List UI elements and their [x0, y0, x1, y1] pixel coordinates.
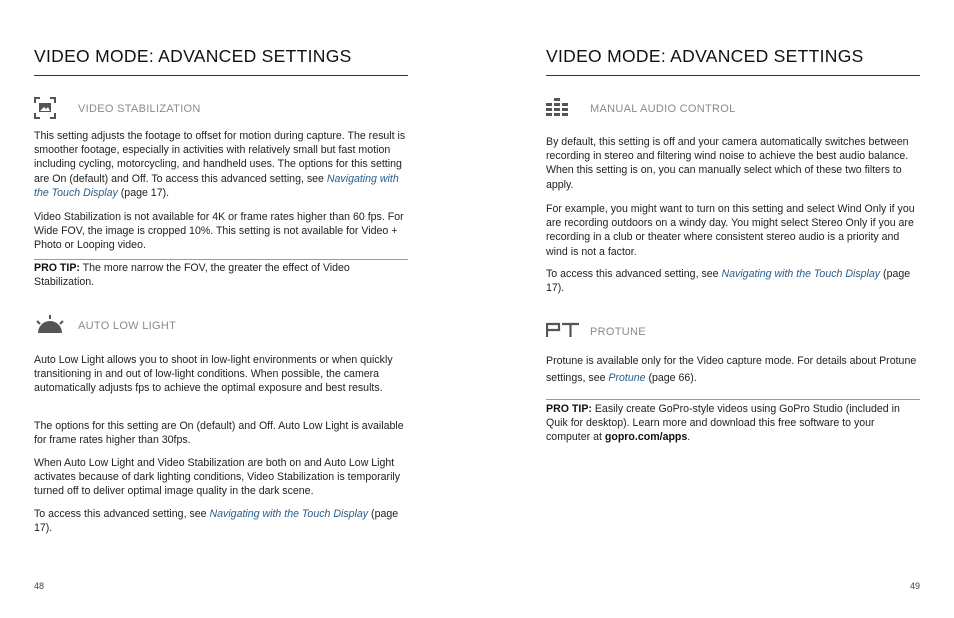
page-title: VIDEO MODE: ADVANCED SETTINGS — [34, 46, 352, 66]
section-label: AUTO LOW LIGHT — [78, 320, 177, 332]
section-header-manual-audio-control — [546, 97, 920, 121]
pro-tip: PRO TIP: The more narrow the FOV, the greater the effect of Video Stabilization. — [34, 262, 350, 289]
tip-rule — [546, 399, 920, 400]
page-number: 49 — [909, 581, 920, 591]
pro-tip: PRO TIP: Easily create GoPro-style videos using GoPro Studio (included in Quik for desktop). Learn more and download this free software to your computer at gopro.com/apps. — [546, 403, 900, 444]
title-rule — [34, 75, 408, 76]
audio-paragraph-2: For example, you might want to turn on this setting and select Wind Only if you are recording outdoors on a windy day. You might select Stereo Only if you are recording in a club or theater where consistent stereo audio is a priority and wind is not a factor. — [546, 203, 915, 258]
tip-rule — [34, 259, 408, 260]
audio-levels-icon — [546, 97, 570, 121]
touch-display-link[interactable]: Navigating with the Touch Display — [721, 268, 881, 280]
stabilization-icon — [34, 97, 58, 121]
touch-display-link[interactable]: Navigating with the Touch Display — [34, 172, 399, 199]
protune-paragraph: Protune is available only for the Video capture mode. For details about Protune settings, see Protune (page 66). — [546, 355, 917, 384]
audio-paragraph-3: To access this advanced setting, see Navigating with the Touch Display (page 17). — [546, 268, 911, 295]
protune-icon — [546, 320, 570, 344]
touch-display-link[interactable]: Navigating with the Touch Display — [209, 508, 369, 520]
stabilization-paragraph-1: This setting adjusts the footage to offset for motion during capture. The result is smoother footage, especially in activities with relatively small but fast motion including cycling, motorcycling, and handheld uses. The options for this setting are On (default) and Off. To access this advanced setting, see Navigating with the Touch Display (page 17). — [34, 130, 406, 199]
low-light-paragraph-4: To access this advanced setting, see Navigating with the Touch Display (page 17). — [34, 508, 399, 535]
protune-link[interactable]: Protune — [608, 372, 646, 384]
title-rule — [546, 75, 920, 76]
gopro-apps-link[interactable]: gopro.com/apps — [604, 431, 688, 444]
section-label: MANUAL AUDIO CONTROL — [590, 103, 736, 115]
page-title: VIDEO MODE: ADVANCED SETTINGS — [546, 46, 864, 66]
section-header-video-stabilization — [34, 97, 408, 121]
audio-paragraph-1: By default, this setting is off and your camera automatically switches between recording in stereo and filtering wind noise to achieve the best audio balance. When this setting is on, you can manually select which of these two filters to apply. — [546, 136, 909, 191]
page-number: 48 — [34, 581, 45, 591]
low-light-paragraph-2: The options for this setting are On (default) and Off. Auto Low Light is available for frame rates higher than 30fps. — [34, 420, 404, 447]
section-label: VIDEO STABILIZATION — [78, 103, 201, 115]
low-light-paragraph-3: When Auto Low Light and Video Stabilization are both on and Auto Low Light activates because of dark lighting conditions, Video Stabilization is temporarily turned off to deliver optimal image quality in the dark scene. — [34, 457, 401, 498]
low-light-paragraph-1: Auto Low Light allows you to shoot in low-light environments or when quickly transitioning in and out of low-light conditions. When possible, the camera automatically adjusts fps to achieve the optimal exposure and best results. — [34, 354, 393, 395]
section-header-auto-low-light — [34, 314, 408, 338]
low-light-icon — [34, 314, 58, 338]
section-header-protune — [546, 320, 920, 344]
section-label: PROTUNE — [590, 326, 646, 338]
stabilization-paragraph-2: Video Stabilization is not available for 4K or frame rates higher than 60 fps. For Wide FOV, the image is cropped 10%. This setting is not available for Video + Photo or Looping video. — [34, 211, 404, 252]
